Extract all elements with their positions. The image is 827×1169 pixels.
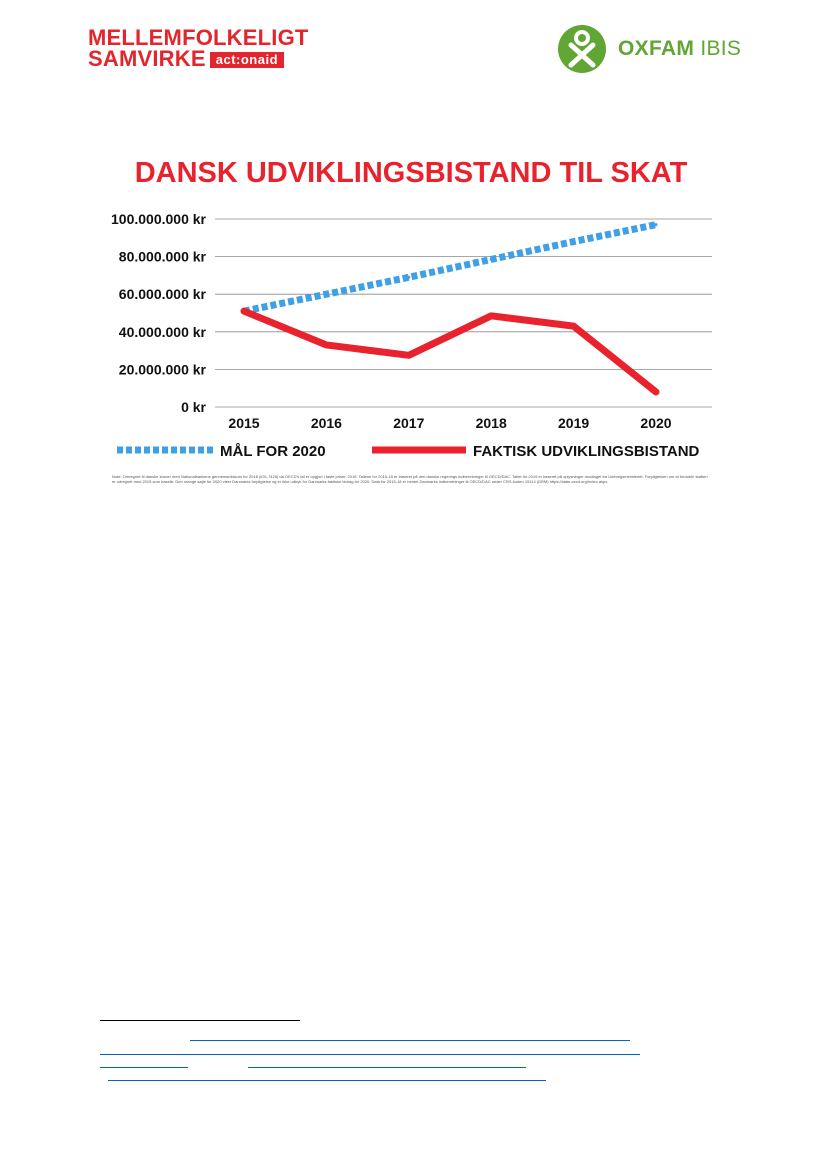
series-1-point — [325, 293, 328, 296]
series-2-point — [490, 314, 493, 317]
y-tick-label: 20.000.000 kr — [118, 361, 206, 378]
series-1-point — [407, 276, 410, 279]
footnote-link-line[interactable] — [190, 1040, 630, 1041]
oxfam-wordmark: OXFAM — [618, 37, 695, 60]
x-tick-label: 2018 — [475, 415, 507, 431]
chart-title: DANSK UDVIKLINGSBISTAND TIL SKAT — [134, 157, 688, 189]
y-tick-label: 60.000.000 kr — [118, 286, 206, 303]
chart-note: Note: Omregnet til danske kroner med Nationalbankens gennemsnitskurs for 2018 (631,7425) da OECD's tal er opgjort i faste priser, 2018. Tallene for 2015-18 er baseret på den danske regerings indberetninger til OECD/DAC. Tallet for 2019 er baseret på oplysninger modtaget fra Udenrigsministeriet. Forpligtelsen om at fordoble støtten er udregnet med 2015 som baseår. Den orange søjle for 2020 viser Danmarks forpligtelse og er ikke udtryk for Danmarks faktiske bidrag for 2020. Data for 2015-18 er hentet Danmarks indberetninger til OECD/DAC under CRS-koden 15114 (DRM) https://stats.oecd.org/Index.aspx. — [112, 474, 708, 484]
x-tick-label: 2017 — [393, 415, 425, 431]
legend-label-1: MÅL FOR 2020 — [220, 443, 326, 460]
series-line-1 — [244, 225, 656, 311]
legend-label-2: FAKTISK UDVIKLINGSBISTAND — [473, 443, 700, 460]
series-line-2 — [244, 311, 656, 392]
ibis-wordmark: IBIS — [700, 37, 742, 60]
x-tick-label: 2019 — [558, 415, 590, 431]
x-tick-label: 2020 — [640, 415, 672, 431]
series-1-point — [655, 223, 658, 226]
logo-line-2: SAMVIRKE — [88, 46, 206, 71]
y-tick-label: 80.000.000 kr — [118, 248, 206, 265]
series-2-point — [325, 343, 328, 346]
footnote-link-line[interactable] — [248, 1067, 526, 1068]
series-2-point — [655, 390, 658, 393]
x-tick-label: 2016 — [310, 415, 342, 431]
series-2-point — [243, 310, 246, 313]
footnote-link-line[interactable] — [100, 1054, 640, 1055]
series-2-point — [407, 354, 410, 357]
y-tick-label: 0 kr — [181, 399, 206, 415]
series-1-point — [490, 258, 493, 261]
logo-line-1: MELLEMFOLKELIGT — [88, 25, 309, 50]
series-1-point — [572, 240, 575, 243]
y-tick-label: 40.000.000 kr — [118, 323, 206, 340]
actionaid-badge: act:onaid — [210, 52, 284, 68]
footnote-link-line[interactable] — [108, 1080, 546, 1081]
footnote-separator — [100, 1020, 300, 1021]
y-tick-label: 100.000.000 kr — [111, 211, 206, 227]
series-2-point — [572, 325, 575, 328]
footnote-link-line[interactable] — [100, 1067, 188, 1068]
aid-line-chart — [0, 0, 827, 520]
x-tick-label: 2015 — [228, 415, 260, 431]
